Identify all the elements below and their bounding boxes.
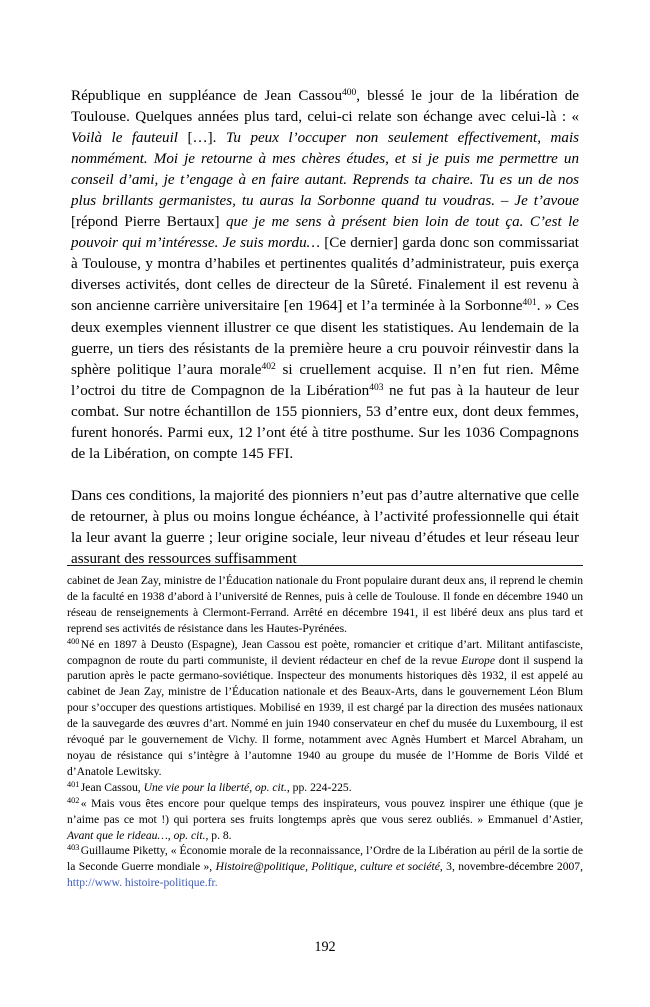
footnote-number-403[interactable]: 403 (67, 843, 80, 853)
text-run: , blessé le jour de la libération de Toulouse. Quelques années plus tard, celui-ci relate son échange avec celui-là : « (71, 88, 579, 126)
italic-run: Voilà le fauteuil (71, 130, 178, 147)
text-run: [répond Pierre Bertaux] (71, 214, 226, 231)
footnotes-block (67, 565, 583, 891)
text-run: […]. (177, 130, 226, 147)
footnote-400 (67, 637, 583, 780)
footnote-marker-402[interactable]: 402 (261, 361, 276, 372)
body-text-block (71, 86, 579, 570)
text-run: . » Ces deux exemples viennent illustrer ce que disent les statistiques. Au lendemain de la guerre, un tiers des résistants de la première heure a cru pouvoir réinvestir dans la sphère politique l’aura morale (71, 298, 579, 378)
text-run: Né en 1897 à Deusto (Espagne), Jean Cassou est poète, romancier et critique d’art. Militant antifasciste, compagnon de route du parti communiste, il devient rédacteur en chef de la revue (67, 637, 583, 667)
footnote-marker-401[interactable]: 401 (522, 298, 537, 309)
text-run: , 3, novembre-décembre 2007, (439, 860, 584, 874)
italic-run: que je me sens à présent bien loin de tout ça. C’est le pouvoir qui m’intéresse. Je suis mordu… (71, 214, 579, 252)
footnote-marker-403[interactable]: 403 (369, 382, 384, 393)
italic-run: Une vie pour la liberté (143, 780, 250, 794)
text-run: Jean Cassou, (80, 780, 144, 794)
italic-run: Tu peux l’occuper non seulement effectivement, mais nommément. Moi je retourne à mes chères études, et si je puis me permettre un conseil d’ami, je t’engage à en faire autant. Reprends ta chaire. Tu es un de nos plus brillants germanistes, tu auras la Sorbonne quand tu voudras. – Je t’avoue (71, 130, 580, 210)
paragraph-2 (71, 486, 579, 570)
text-run: cabinet de Jean Zay, ministre de l’Éducation nationale du Front populaire durant deux ans, il reprend le chemin de la faculté en 1938 d’abord à l’université de Rennes, puis à celle de Toulouse. Il fonde en décembre 1940 un réseau de renseignements à Clermont-Ferrand. Arrêté en décembre 1941, il est libéré deux ans plus tard et reprend ses activités de résistance dans les Hautes-Pyrénées. (67, 574, 583, 635)
footnote-number-400[interactable]: 400 (67, 636, 80, 646)
text-run: République en suppléance de Jean Cassou (71, 88, 343, 104)
footnote-403 (67, 843, 583, 891)
italic-run: Histoire@politique, Politique, culture et société (215, 860, 440, 874)
footnote-continued (67, 573, 583, 637)
external-link[interactable]: http://www. histoire-politique.fr. (67, 876, 218, 890)
text-run: , (249, 780, 255, 794)
text-run: si cruellement acquise. Il n’en fut rien. Même l’octroi du titre de Compagnon de la Libération (71, 361, 579, 399)
footnote-number-402[interactable]: 402 (67, 795, 80, 805)
italic-run: op. cit. (254, 780, 287, 794)
text-run: « Mais vous êtes encore pour quelque temps des inspirateurs, vous pouvez inspirer une éthique (que je n’aime pas ce mot !) qui portera ses fruits longtemps après que vous serez oubliés. » Emmanuel d’Astier, (67, 796, 583, 826)
footnote-separator-rule (67, 565, 583, 566)
footnote-number-401[interactable]: 401 (67, 779, 80, 789)
footnote-402 (67, 796, 583, 844)
text-run: , (167, 828, 174, 842)
text-run: [Ce dernier] garda donc son commissariat à Toulouse, y montra d’habiles et pertinentes qualités d’administrateur, puis exerça diverses activités, dont celles de directeur de la Sûreté. Finalement il est revenu à son ancienne carrière universitaire [en 1964] et l’a terminée à la Sorbonne (71, 235, 579, 315)
text-run: ne fut pas à la hauteur de leur combat. Sur notre échantillon de 155 pionniers, 53 d’entre eux, dont deux femmes, furent honorés. Parmi eux, 12 l’ont été à titre posthume. Sur les 1036 Compagnons de la Libération, on compte 145 FFI. (71, 382, 579, 462)
paragraph-1 (71, 86, 579, 465)
footnote-marker-400[interactable]: 400 (342, 88, 357, 99)
text-run: Guillaume Piketty, « Économie morale de la reconnaissance, l’Ordre de la Libération au péril de la sortie de la Seconde Guerre mondiale », (67, 844, 583, 874)
italic-run: Avant que le rideau… (67, 828, 168, 842)
text-run: Dans ces conditions, la majorité des pionniers n’eut pas d’autre alternative que celle de retourner, à plus ou moins longue échéance, à l’activité professionnelle qui était la leur avant la guerre ; leur origine sociale, leur niveau d’études et leur réseau leur assurant des ressources suffisamment (71, 487, 579, 568)
text-run: , pp. 224-225. (286, 780, 352, 794)
footnote-list (67, 573, 583, 891)
italic-run: op. cit. (173, 828, 206, 842)
footnote-401 (67, 780, 583, 796)
page-number: 192 (314, 939, 336, 955)
text-run: , p. 8. (205, 828, 232, 842)
text-run: dont il suspend la parution après le pacte germano-soviétique. Inspecteur des monuments historiques dès 1932, il est appelé au cabinet de Jean Zay, ministre de l’Éducation nationale et des Beaux-Arts, dans le gouvernement Léon Blum pour s’occuper des questions artistiques. Mobilisé en 1939, il est chargé par la direction des musées nationaux de la sauvegarde des œuvres d’art. Nommé en juin 1940 conservateur en chef du musée du Luxembourg, il est révoqué par le gouvernement de Vichy. Il forme, notamment avec Agnès Humbert et Marcel Abraham, un noyau de résistance qui s’intègre à l’automne 1940 au groupe du musée de l’Homme de Boris Vildé et d’Anatole Lewitsky. (67, 653, 583, 778)
italic-run: Europe (461, 653, 495, 667)
